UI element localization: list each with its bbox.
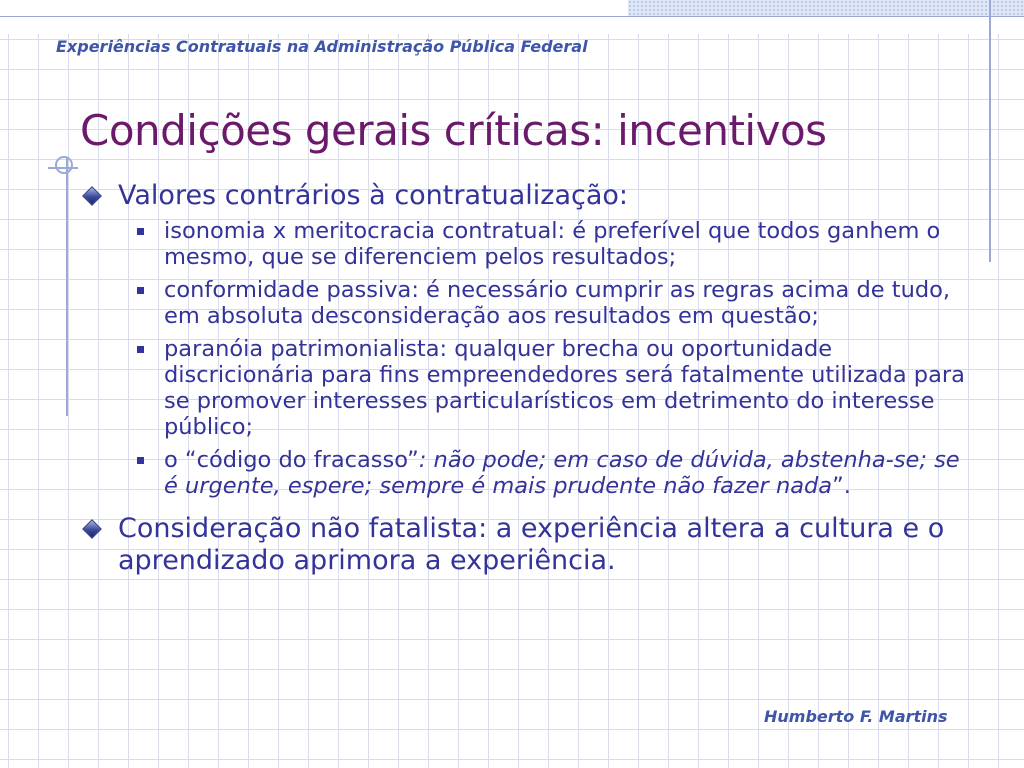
sub-bullet-conformidade: [132, 277, 980, 329]
sub-bullet-codigo: [132, 447, 980, 499]
square-bullet-icon: [137, 346, 144, 353]
sub-bullet-isonomia: [132, 218, 980, 270]
top-decorative-pattern: [628, 0, 1024, 16]
top-divider-line: [0, 16, 1024, 17]
bullet-text: Consideração não fatalista: a experiência altera a cultura e o aprendizado aprimora a experiência.: [118, 513, 945, 576]
slide-header: Experiências Contratuais na Administração Pública Federal: [56, 37, 588, 56]
sub-bullet-list: [118, 218, 980, 499]
bullet-consideracao: [80, 513, 980, 577]
diamond-bullet-icon: [82, 519, 102, 539]
sub-bullet-text-before: o “código do fracasso”: [164, 447, 419, 473]
sub-bullet-text: paranóia patrimonialista: qualquer brecha ou oportunidade discricionária para fins empreendedores será fatalmente utilizada para se promover interesses particularísticos em detrimento do interesse público;: [164, 336, 965, 440]
slide-content: [80, 180, 980, 577]
bullet-valores: [80, 180, 980, 499]
sub-bullet-text-after: ”.: [832, 473, 851, 499]
right-decorative-line: [989, 0, 991, 262]
sub-bullet-text: isonomia x meritocracia contratual: é preferível que todos ganhem o mesmo, que se diferenciem pelos resultados;: [164, 218, 941, 270]
sub-bullet-text-italic: : não pode; em caso de dúvida, abstenha-se; se é urgente, espere; sempre é mais prudente não fazer nada: [164, 447, 960, 499]
slide-title: Condições gerais críticas: incentivos: [80, 106, 827, 155]
square-bullet-icon: [137, 228, 144, 235]
crosshair-circle-icon: [55, 156, 73, 174]
bullet-text: Valores contrários à contratualização:: [118, 180, 628, 211]
square-bullet-icon: [137, 287, 144, 294]
diamond-bullet-icon: [82, 186, 102, 206]
sub-bullet-paranoia: [132, 336, 980, 440]
square-bullet-icon: [137, 457, 144, 464]
slide-footer: Humberto F. Martins: [764, 707, 948, 726]
sub-bullet-text: conformidade passiva: é necessário cumprir as regras acima de tudo, em absoluta desconsideração aos resultados em questão;: [164, 277, 951, 329]
left-decorative-line: [66, 158, 68, 416]
